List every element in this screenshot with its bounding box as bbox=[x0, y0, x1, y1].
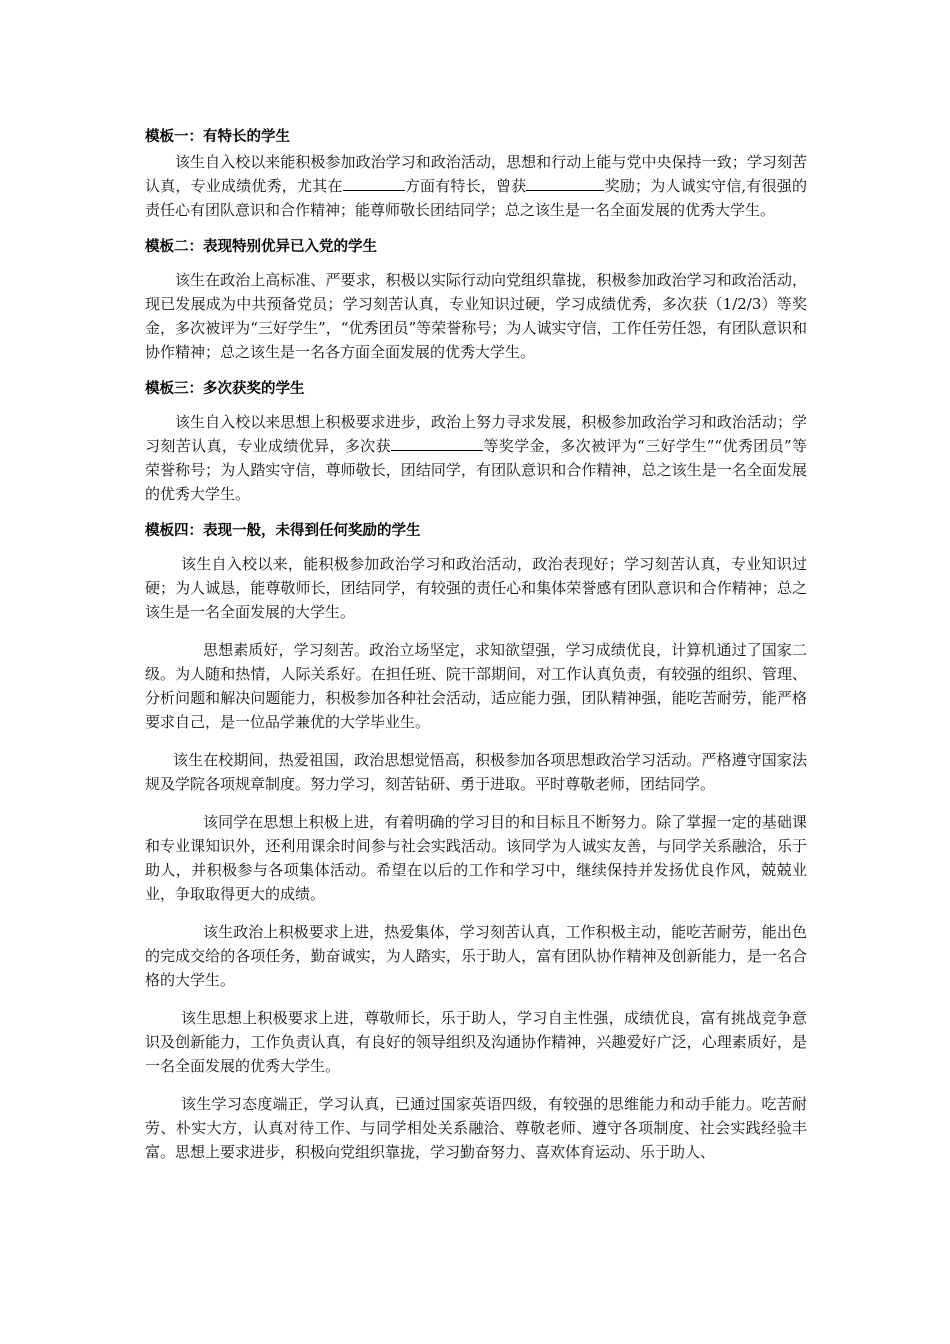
template-4-heading: 模板四：表现一般，未得到任何奖励的学生 bbox=[145, 523, 421, 539]
template-1-heading: 模板一：有特长的学生 bbox=[145, 129, 290, 145]
blank-line bbox=[391, 435, 483, 451]
template-1-text-b: 方面有特长，曾获 bbox=[404, 177, 527, 195]
template-1-text-a: 该生自入校以来能积极参加政治学习和政治活动，思想和行动上能与党中央保持一致；学习刻苦认真，专业成绩优秀，尤其在 bbox=[145, 153, 807, 195]
template-4-paragraph: 该生自入校以来，能积极参加政治学习和政治活动，政治表现好；学习刻苦认真，专业知识过硬；为人诚恳，能尊敬师长，团结同学，有较强的责任心和集体荣誉感有团队意识和合作精神；总之该生是一名全面发展的大学生。 bbox=[145, 555, 807, 621]
blank-line bbox=[526, 175, 604, 191]
paragraph-7: 该同学在思想上积极上进，有着明确的学习目的和目标且不断努力。除了掌握一定的基础课和专业课知识外，还利用课余时间参与社会实践活动。该同学为人诚实友善，与同学关系融洽，乐于助人，并积极参与各项集体活动。希望在以后的工作和学习中，继续保持并发扬优良作风，兢兢业业，争取取得更大的成绩。 bbox=[145, 813, 807, 903]
template-2-paragraph: 该生在政治上高标准、严要求，积极以实际行动向党组织靠拢，积极参加政治学习和政治活动，现已发展成为中共预备党员；学习刻苦认真，专业知识过硬，学习成绩优秀，多次获（1/2/3）等奖金，多次被评为“三好学生”，“优秀团员”等荣誉称号；为人诚实守信，工作任劳任怨，有团队意识和协作精神；总之该生是一名各方面全面发展的优秀大学生。 bbox=[145, 271, 807, 361]
template-1-text-c: 奖励；为人诚实守信,有很强的责任心有团队意识和合作精神；能尊师敬长团结同学；总之该生是一名全面发展的优秀大学生。 bbox=[145, 177, 807, 219]
paragraph-10: 该生学习态度端正，学习认真，已通过国家英语四级，有较强的思维能力和动手能力。吃苦耐劳、朴实大方，认真对待工作、与同学相处关系融洽、尊敬老师、遵守各项制度、社会实践经验丰富。思想上要求进步，积极向党组织靠拢，学习勤奋努力、喜欢体育运动、乐于助人、 bbox=[145, 1095, 807, 1161]
template-3-heading: 模板三：多次获奖的学生 bbox=[145, 381, 305, 397]
template-1-paragraph bbox=[145, 150, 807, 222]
document-page bbox=[145, 124, 807, 1164]
paragraph-9: 该生思想上积极要求上进，尊敬师长，乐于助人，学习自主性强，成绩优良，富有挑战竞争意识及创新能力，工作负责认真，有良好的领导组织及沟通协作精神，兴趣爱好广泛，心理素质好，是一名全面发展的优秀大学生。 bbox=[145, 1009, 807, 1075]
template-3-paragraph bbox=[145, 410, 807, 506]
template-3-text-b: 等奖学金，多次被评为“三好学生”“优秀团员”等荣誉称号；为人踏实守信，尊师敬长，团结同学，有团队意识和合作精神，总之该生是一名全面发展的优秀大学生。 bbox=[145, 437, 807, 503]
blank-line bbox=[343, 175, 405, 191]
paragraph-5: 思想素质好，学习刻苦。政治立场坚定，求知欲望强，学习成绩优良，计算机通过了国家二级。为人随和热情，人际关系好。在担任班、院干部期间，对工作认真负责，有较强的组织、管理、分析问题和解决问题能力，积极参加各种社会活动，适应能力强，团队精神强，能吃苦耐劳，能严格要求自己，是一位品学兼优的大学毕业生。 bbox=[145, 641, 807, 731]
template-3-text-a: 该生自入校以来思想上积极要求进步，政治上努力寻求发展，积极参加政治学习和政治活动；学习刻苦认真，专业成绩优异，多次获 bbox=[145, 413, 807, 455]
paragraph-8: 该生政治上积极要求上进，热爱集体，学习刻苦认真，工作积极主动，能吃苦耐劳，能出色的完成交给的各项任务，勤奋诚实，为人踏实，乐于助人，富有团队协作精神及创新能力，是一名合格的大学生。 bbox=[145, 923, 807, 989]
paragraph-6: 该生在校期间，热爱祖国，政治思想觉悟高，积极参加各项思想政治学习活动。严格遵守国家法规及学院各项规章制度。努力学习，刻苦钻研、勇于进取。平时尊敬老师，团结同学。 bbox=[145, 751, 807, 793]
template-2-heading: 模板二：表现特别优异已入党的学生 bbox=[145, 239, 377, 255]
